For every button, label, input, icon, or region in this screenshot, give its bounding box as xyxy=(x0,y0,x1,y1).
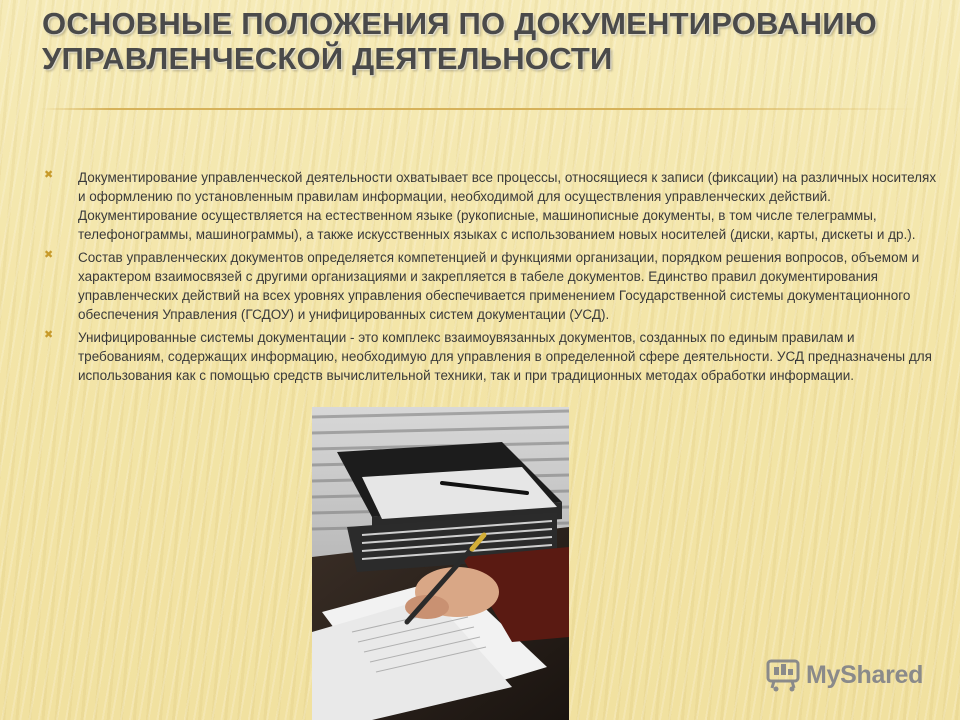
bullet-text-1: Документирование управленческой деятельности охватывает все процессы, относящиеся к записи (фиксации) на различных носителях и оформлению по установленным правилам информации, необходимой для осуществления управленческих действий. Документирование осуществляется на естественном языке (рукописные, машинописные документы, в том числе телеграммы, телефонограммы, машинограммы), а также искусственных языках с использованием новых носителей (диски, карты, дискеты и др.). xyxy=(78,170,937,242)
x-bullet-icon: ✖ xyxy=(44,249,54,261)
myshared-logo xyxy=(766,657,923,693)
watermark-text: MyShared xyxy=(806,660,924,689)
bullet-item-2 xyxy=(44,248,944,324)
title-divider xyxy=(40,108,920,110)
bullet-item-3 xyxy=(44,328,944,385)
x-bullet-icon: ✖ xyxy=(44,329,54,341)
bullet-text-3: Унифицированные системы документации - это комплекс взаимоувязанных документов, созданных по единым правилам и требованиям, содержащих информацию, необходимую для управления в определенной сфере деятельности. УСД предназначены для использования как с помощью средств вычислительной техники, так и при традиционных методах обработки информации. xyxy=(78,330,932,383)
office-photo xyxy=(312,407,569,720)
slide-title: ОСНОВНЫЕ ПОЛОЖЕНИЯ ПО ДОКУМЕНТИРОВАНИЮ УПРАВЛЕНЧЕСКОЙ ДЕЯТЕЛЬНОСТИ xyxy=(42,6,877,76)
bullet-list xyxy=(44,168,944,389)
writing-hand-desk-image xyxy=(312,407,569,720)
bullet-item-1 xyxy=(44,168,944,244)
bullet-text-2: Состав управленческих документов определяется компетенцией и функциями организации, порядком решения вопросов, объемом и характером взаимосвязей с другими организациями и закрепляется в табеле документов. Единство правил документирования управленческих действий на всех уровнях управления обеспечивается применением Государственной системы документационного обеспечения Управления (ГСДОУ) и унифицированных систем документации (УСД). xyxy=(78,250,920,322)
x-bullet-icon: ✖ xyxy=(44,169,54,181)
cart-logo-icon xyxy=(766,658,802,692)
